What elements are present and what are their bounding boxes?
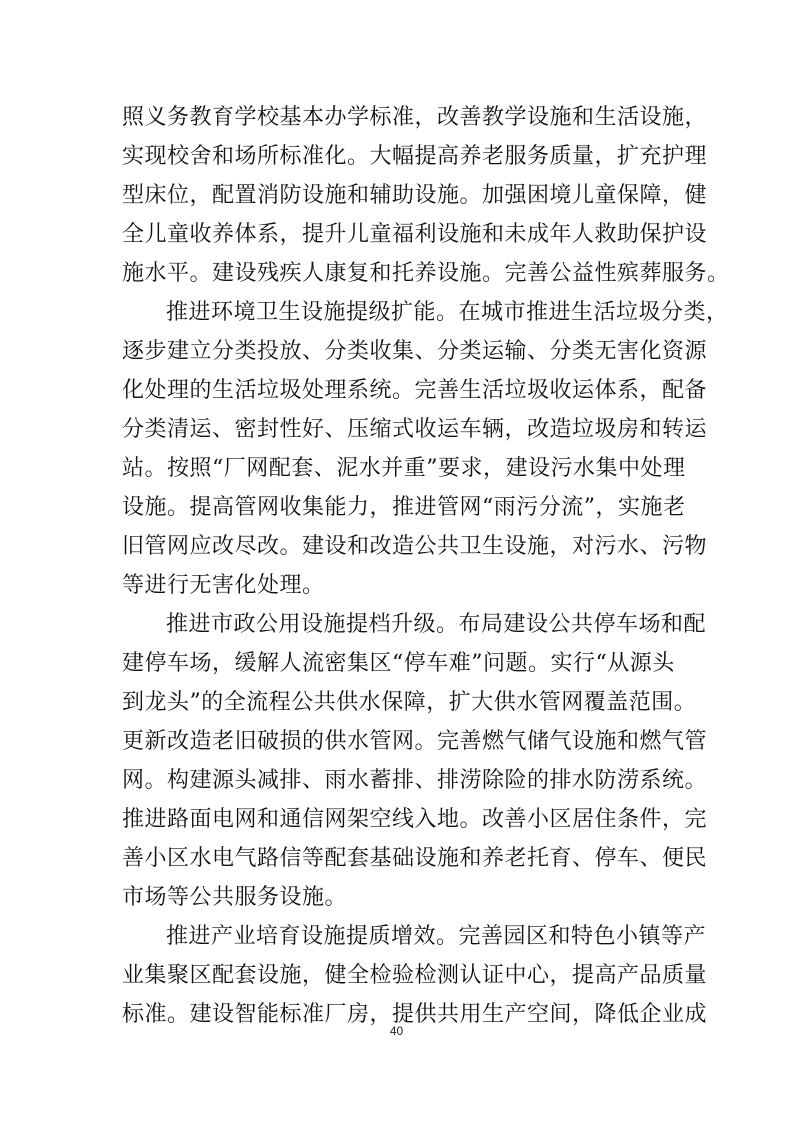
text-line: 网。构建源头减排、雨水蓄排、排涝除险的排水防涝系统。 <box>122 768 708 793</box>
text-line: 推进路面电网和通信网架空线入地。改善小区居住条件，完 <box>122 807 708 832</box>
paragraph-first-line <box>122 917 707 956</box>
body-text <box>122 98 730 1034</box>
text-line: 分类清运、密封性好、压缩式收运车辆，改造垃圾房和转运 <box>122 417 708 442</box>
paragraph-environmental-sanitation <box>122 293 729 605</box>
paragraph-first-line <box>122 293 729 332</box>
paragraph-first-line <box>122 605 707 644</box>
paragraph-education-elderly <box>122 98 730 293</box>
text-line: 到龙头”的全流程公共供水保障，扩大供水管网覆盖范围。 <box>122 690 697 715</box>
paragraph-heading: 推进环境卫生设施提级扩能。 <box>166 300 459 325</box>
text-line: 照义务教育学校基本办学标准，改善教学设施和生活设施， <box>122 105 708 130</box>
text-line: 实现校舍和场所标准化。大幅提高养老服务质量，扩充护理 <box>122 144 708 169</box>
text-line: 全儿童收养体系，提升儿童福利设施和未成年人救助保护设 <box>122 222 708 247</box>
text-line: 业集聚区配套设施，健全检验检测认证中心，提高产品质量 <box>122 963 708 988</box>
text-line: 化处理的生活垃圾处理系统。完善生活垃圾收运体系，配备 <box>122 378 708 403</box>
paragraph-heading: 推进市政公用设施提档升级。 <box>166 612 459 637</box>
text-line: 站。按照“厂网配套、泥水并重”要求，建设污水集中处理 <box>122 456 686 481</box>
text-line: 旧管网应改尽改。建设和改造公共卫生设施，对污水、污物 <box>122 534 708 559</box>
text-line: 市场等公共服务设施。 <box>122 885 348 910</box>
text-span: 在城市推进生活垃圾分类， <box>458 300 729 325</box>
paragraph-heading: 推进产业培育设施提质增效。 <box>166 924 459 949</box>
text-line: 施水平。建设残疾人康复和托养设施。完善公益性殡葬服务。 <box>122 261 730 286</box>
text-line: 逐步建立分类投放、分类收集、分类运输、分类无害化资源 <box>122 339 708 364</box>
text-span: 布局建设公共停车场和配 <box>458 612 707 637</box>
text-line: 设施。提高管网收集能力，推进管网“雨污分流”，实施老 <box>122 495 686 520</box>
paragraph-municipal-utilities <box>122 605 708 917</box>
text-line: 等进行无害化处理。 <box>122 573 325 598</box>
text-line: 型床位，配置消防设施和辅助设施。加强困境儿童保障，健 <box>122 183 708 208</box>
text-line: 更新改造老旧破损的供水管网。完善燃气储气设施和燃气管 <box>122 729 708 754</box>
paragraph-industrial-facilities <box>122 917 708 1034</box>
text-line: 建停车场，缓解人流密集区“停车难”问题。实行“从源头 <box>122 651 675 676</box>
text-line: 善小区水电气路信等配套基础设施和养老托育、停车、便民 <box>122 846 708 871</box>
page-number: 40 <box>389 1024 404 1038</box>
text-line: 标准。建设智能标准厂房，提供共用生产空间，降低企业成 <box>122 1002 708 1027</box>
text-span: 完善园区和特色小镇等产 <box>458 924 707 949</box>
